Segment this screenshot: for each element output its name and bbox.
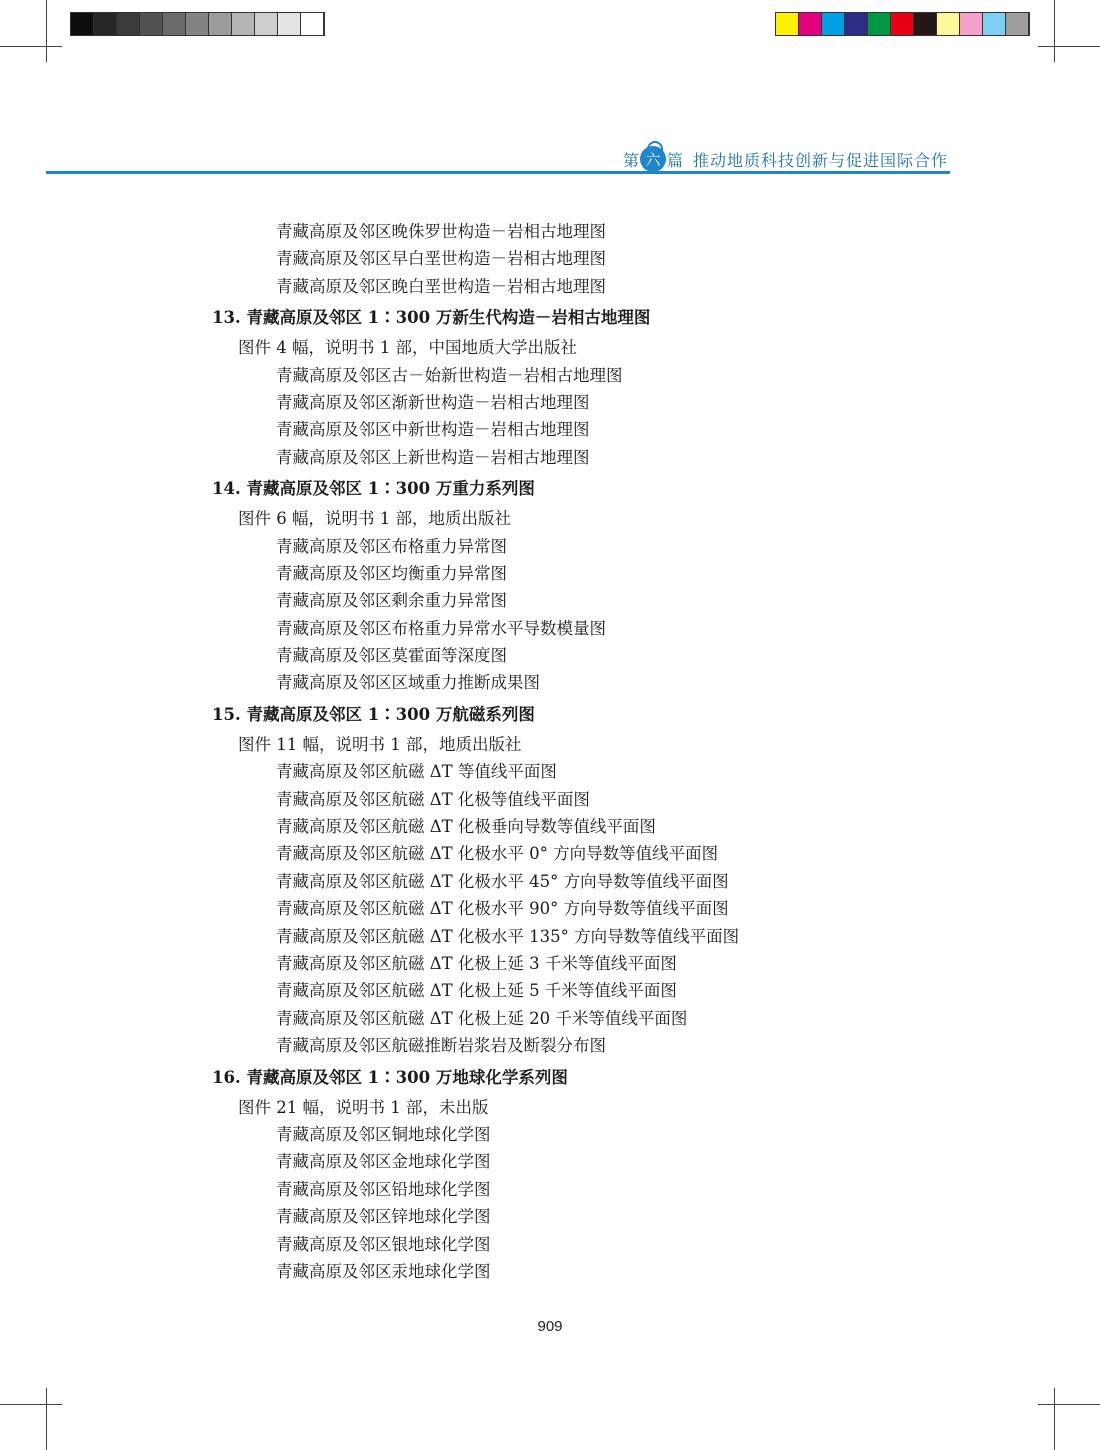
- publication-info-line: 图件 4 幅，说明书 1 部，中国地质大学出版社: [238, 338, 577, 358]
- map-title-line: 青藏高原及邻区航磁 ΔT 化极上延 3 千米等值线平面图: [276, 953, 677, 973]
- section-heading: 15. 青藏高原及邻区 1∶300 万航磁系列图: [212, 704, 535, 724]
- color-swatch: [868, 13, 891, 35]
- map-title-line: 青藏高原及邻区锌地球化学图: [276, 1207, 491, 1227]
- color-swatch: [845, 13, 868, 35]
- map-title-line: 青藏高原及邻区铅地球化学图: [276, 1179, 491, 1199]
- map-title-line: 青藏高原及邻区汞地球化学图: [276, 1261, 491, 1281]
- running-header: [46, 140, 950, 174]
- gray-swatch: [163, 13, 186, 35]
- map-title-line: 青藏高原及邻区晚白垩世构造－岩相古地理图: [276, 276, 606, 296]
- map-title-line: 青藏高原及邻区晚侏罗世构造－岩相古地理图: [276, 222, 606, 241]
- part-number-circle: 六: [640, 146, 666, 172]
- color-calibration-bar: [775, 12, 1030, 36]
- map-title-line: 青藏高原及邻区航磁 ΔT 化极垂向导数等值线平面图: [276, 817, 656, 837]
- section-heading: 14. 青藏高原及邻区 1∶300 万重力系列图: [212, 479, 535, 499]
- color-swatch: [822, 13, 845, 35]
- publication-info-line: 图件 21 幅，说明书 1 部，未出版: [238, 1097, 489, 1117]
- gray-swatch: [232, 13, 255, 35]
- map-title-line: 青藏高原及邻区金地球化学图: [276, 1152, 491, 1172]
- map-title-line: 青藏高原及邻区上新世构造－岩相古地理图: [276, 447, 590, 467]
- color-swatch: [1006, 13, 1029, 35]
- section-heading: 16. 青藏高原及邻区 1∶300 万地球化学系列图: [212, 1067, 568, 1087]
- map-title-line: 青藏高原及邻区均衡重力异常图: [276, 563, 507, 583]
- map-title-line: 青藏高原及邻区剩余重力异常图: [276, 591, 507, 611]
- map-title-line: 青藏高原及邻区航磁 ΔT 化极水平 90° 方向导数等值线平面图: [276, 899, 729, 919]
- map-title-line: 青藏高原及邻区渐新世构造－岩相古地理图: [276, 392, 590, 412]
- map-title-line: 青藏高原及邻区古－始新世构造－岩相古地理图: [276, 365, 623, 385]
- section-heading: 13. 青藏高原及邻区 1∶300 万新生代构造－岩相古地理图: [212, 308, 651, 328]
- color-swatch: [983, 13, 1006, 35]
- color-swatch: [776, 13, 799, 35]
- map-title-line: 青藏高原及邻区中新世构造－岩相古地理图: [276, 420, 590, 440]
- color-swatch: [914, 13, 937, 35]
- color-swatch: [799, 13, 822, 35]
- map-title-line: 青藏高原及邻区航磁 ΔT 化极水平 45° 方向导数等值线平面图: [276, 871, 729, 891]
- document-body: [0, 218, 1100, 1285]
- gray-swatch: [209, 13, 232, 35]
- publication-info-line: 图件 6 幅，说明书 1 部，地质出版社: [238, 509, 511, 529]
- gray-swatch: [71, 13, 94, 35]
- map-title-line: 青藏高原及邻区铜地球化学图: [276, 1124, 491, 1144]
- map-title-line: 青藏高原及邻区航磁 ΔT 化极水平 135° 方向导数等值线平面图: [276, 926, 740, 946]
- part-prefix: 第: [622, 150, 639, 170]
- header-title-group: [623, 146, 948, 172]
- map-title-line: 青藏高原及邻区区域重力推断成果图: [276, 673, 540, 693]
- map-title-line: 青藏高原及邻区航磁 ΔT 化极等值线平面图: [276, 789, 590, 809]
- gray-swatch: [301, 13, 324, 35]
- grayscale-calibration-bar: [70, 12, 325, 36]
- map-title-line: 青藏高原及邻区布格重力异常水平导数模量图: [276, 618, 606, 638]
- publication-info-line: 图件 11 幅，说明书 1 部，地质出版社: [238, 734, 522, 754]
- map-title-line: 青藏高原及邻区银地球化学图: [276, 1234, 491, 1254]
- gray-swatch: [140, 13, 163, 35]
- page-number: 909: [537, 1318, 563, 1335]
- color-swatch: [960, 13, 983, 35]
- header-title: 推动地质科技创新与促进国际合作: [692, 150, 948, 170]
- color-swatch: [891, 13, 914, 35]
- map-title-line: 青藏高原及邻区布格重力异常图: [276, 536, 507, 556]
- map-title-line: 青藏高原及邻区航磁 ΔT 化极上延 5 千米等值线平面图: [276, 981, 677, 1001]
- gray-swatch: [117, 13, 140, 35]
- header-rule: [46, 171, 950, 174]
- gray-swatch: [278, 13, 301, 35]
- color-swatch: [937, 13, 960, 35]
- part-suffix: 篇: [666, 150, 683, 170]
- map-title-line: 青藏高原及邻区莫霍面等深度图: [276, 646, 507, 666]
- map-title-line: 青藏高原及邻区航磁 ΔT 等值线平面图: [276, 762, 557, 782]
- gray-swatch: [186, 13, 209, 35]
- map-title-line: 青藏高原及邻区航磁 ΔT 化极上延 20 千米等值线平面图: [276, 1008, 688, 1028]
- gray-swatch: [94, 13, 117, 35]
- map-title-line: 青藏高原及邻区航磁推断岩浆岩及断裂分布图: [276, 1036, 606, 1056]
- part-badge: [623, 146, 683, 172]
- map-title-line: 青藏高原及邻区航磁 ΔT 化极水平 0° 方向导数等值线平面图: [276, 844, 719, 864]
- map-title-line: 青藏高原及邻区早白垩世构造－岩相古地理图: [276, 249, 606, 269]
- gray-swatch: [255, 13, 278, 35]
